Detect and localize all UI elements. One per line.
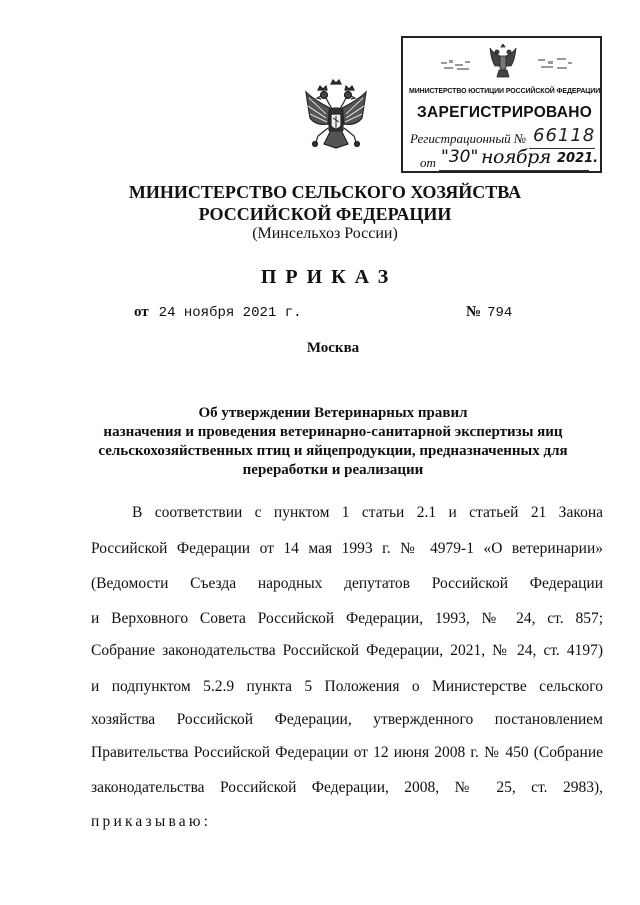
ministry-name-line2: РОССИЙСКОЙ ФЕДЕРАЦИИ [198, 204, 452, 224]
order-date-label: от [134, 304, 149, 320]
stamp-smudge [439, 58, 475, 72]
stamp-reg-number-value: 66118 [533, 125, 596, 146]
stamp-registered-label: ЗАРЕГИСТРИРОВАНО [417, 104, 593, 121]
body-text-line: законодательства Российской Федерации, 2008, № 25, ст. 2983), [91, 779, 603, 796]
stamp-underline [439, 170, 589, 171]
order-number-label: № [466, 304, 482, 320]
order-number [466, 304, 512, 321]
order-date [134, 304, 302, 321]
body-text-line-command: приказываю: [91, 813, 212, 830]
body-text-line: Собрание законодательства Российской Федерации, 2021, № 24, ст. 4197) [91, 642, 603, 659]
ministry-name-line1: МИНИСТЕРСТВО СЕЛЬСКОГО ХОЗЯЙСТВА [128, 182, 522, 202]
order-number-value: 794 [487, 305, 513, 321]
stamp-ministry-name: МИНИСТЕРСТВО ЮСТИЦИИ РОССИЙСКОЙ ФЕДЕРАЦИИ [409, 86, 601, 95]
stamp-emblem-icon [489, 44, 517, 80]
order-title-line: переработки и реализации [242, 462, 424, 478]
order-title-line: назначения и проведения ветеринарно-санитарной экспертизы яиц [103, 424, 563, 440]
document-type-heading: ПРИКАЗ [260, 266, 398, 288]
stamp-date-month: ноября [481, 146, 551, 168]
body-text-line: (Ведомости Съезда народных депутатов Российской Федерации [91, 575, 603, 592]
stamp-reg-number-label: Регистрационный № [410, 131, 527, 146]
order-title-line: Об утверждении Ветеринарных правил [198, 405, 468, 421]
ministry-short-name: (Минсельхоз России) [252, 225, 398, 242]
stamp-date-year: 2021. [557, 151, 599, 166]
body-text-line: и Верховного Совета Российской Федерации, 1993, № 24, ст. 857; [91, 610, 603, 627]
stamp-smudge [535, 56, 575, 72]
order-date-value: 24 ноября 2021 г. [158, 305, 302, 321]
body-text-line: Правительства Российской Федерации от 12 июня 2008 г. № 450 (Собрание [91, 744, 603, 761]
body-text-line: хозяйства Российской Федерации, утвержденного постановлением [91, 711, 603, 728]
order-title-line: сельскохозяйственных птиц и яйцепродукции, предназначенных для [98, 443, 568, 459]
order-city: Москва [306, 340, 360, 356]
coat-of-arms-icon [300, 78, 372, 158]
stamp-date-day: "30" [441, 147, 479, 167]
body-text-line: В соответствии с пунктом 1 статьи 2.1 и статьей 21 Закона [132, 504, 603, 521]
body-text-line: и подпунктом 5.2.9 пункта 5 Положения о Министерстве сельского [91, 678, 603, 695]
registration-stamp [401, 36, 602, 173]
body-text-line: Российской Федерации от 14 мая 1993 г. № 4979-1 «О ветеринарии» [91, 540, 603, 557]
stamp-date-label: от [420, 155, 436, 170]
